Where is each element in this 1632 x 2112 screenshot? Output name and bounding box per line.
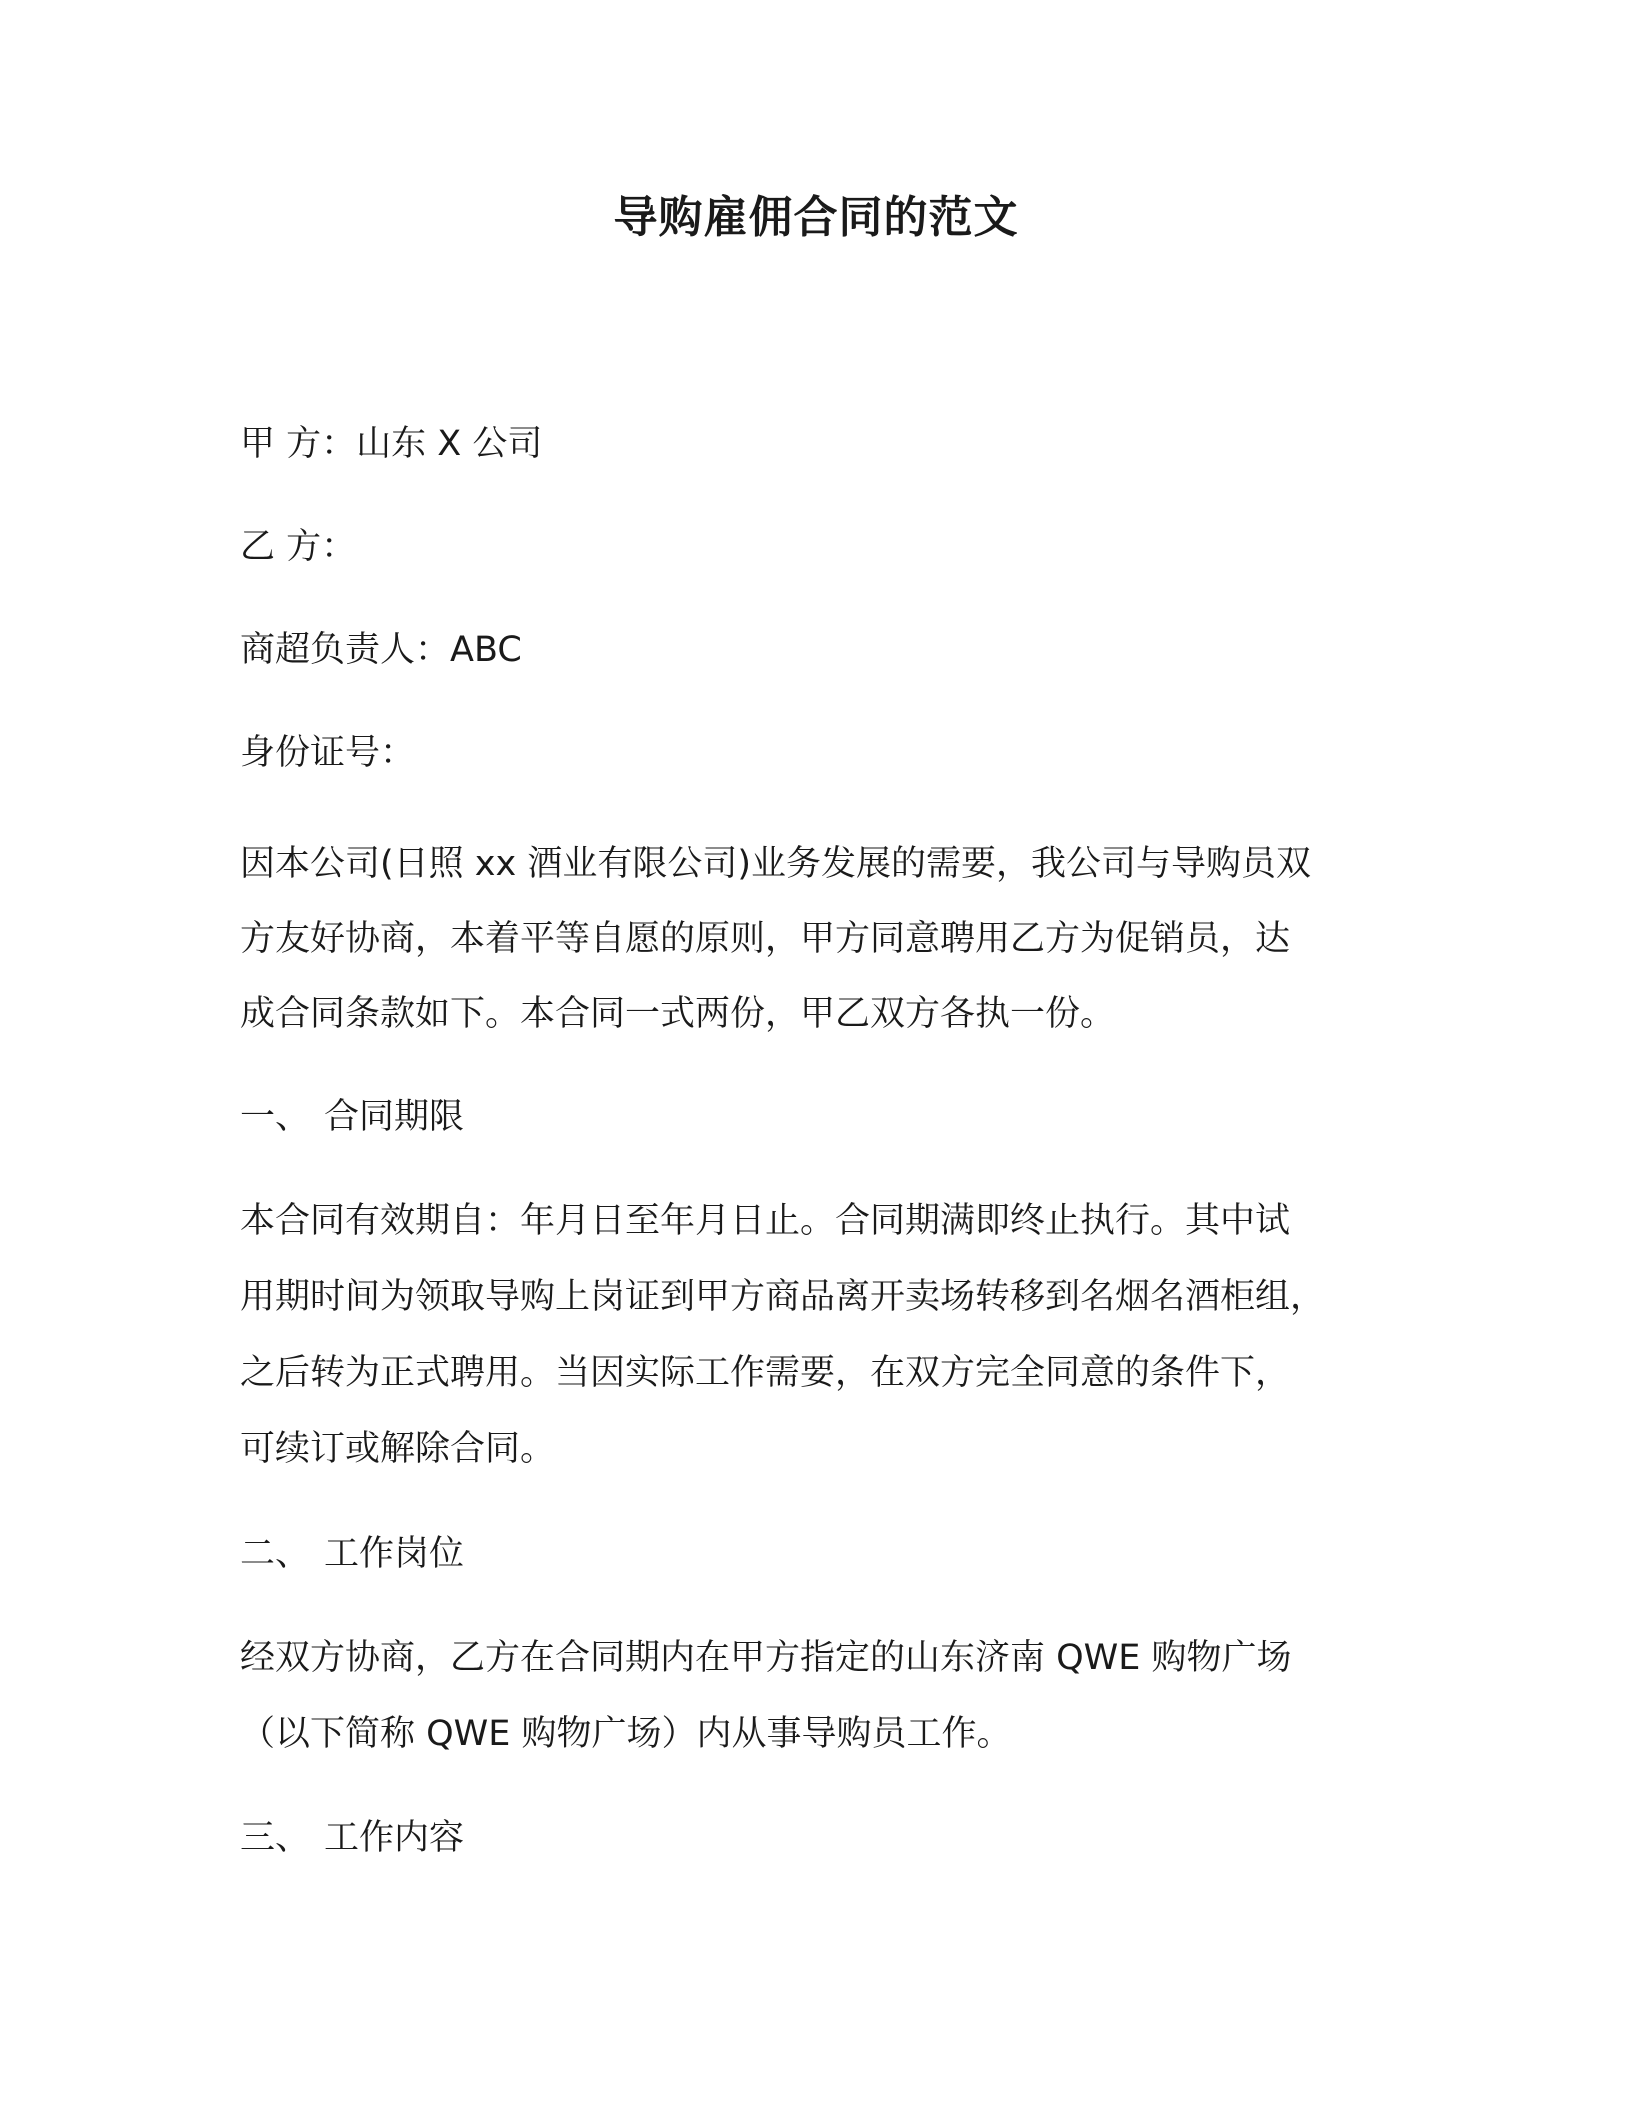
id-number-line: 身份证号： (240, 733, 416, 773)
section-heading (240, 1530, 1400, 1578)
intro-line-1: 因本公司(日照 xx 酒业有限公司)业务发展的需要，我公司与导购员双 (240, 844, 1311, 884)
document-title: 导购雇佣合同的范文 (613, 192, 1019, 243)
section-2-line-2: （以下简称 QWE 购物广场）内从事导购员工作。 (240, 1714, 1012, 1754)
section-number: 二、 (240, 1534, 311, 1574)
section-heading (240, 1814, 1400, 1862)
section-title: 工作内容 (324, 1818, 465, 1858)
intro-line-3: 成合同条款如下。本合同一式两份，甲乙双方各执一份。 (240, 994, 1116, 1034)
section-title: 合同期限 (324, 1097, 465, 1137)
section-number: 一、 (240, 1097, 311, 1137)
supermarket-manager-line: 商超负责人：ABC (240, 630, 522, 670)
intro-line-2: 方友好协商，本着平等自愿的原则，甲方同意聘用乙方为促销员，达 (240, 919, 1291, 959)
party-a-line: 甲 方：山东 X 公司 (240, 424, 543, 464)
section-1-line-1: 本合同有效期自：年月日至年月日止。合同期满即终止执行。其中试 (240, 1201, 1291, 1241)
section-title: 工作岗位 (324, 1534, 465, 1574)
section-1-line-2: 用期时间为领取导购上岗证到甲方商品离开卖场转移到名烟名酒柜组， (240, 1277, 1326, 1317)
section-2-line-1: 经双方协商，乙方在合同期内在甲方指定的山东济南 QWE 购物广场 (240, 1638, 1292, 1678)
section-heading (240, 1093, 1400, 1141)
section-1-line-4: 可续订或解除合同。 (240, 1429, 556, 1469)
section-number: 三、 (240, 1818, 311, 1858)
section-1-line-3: 之后转为正式聘用。当因实际工作需要，在双方完全同意的条件下， (240, 1353, 1291, 1393)
party-b-line: 乙 方： (240, 527, 357, 567)
